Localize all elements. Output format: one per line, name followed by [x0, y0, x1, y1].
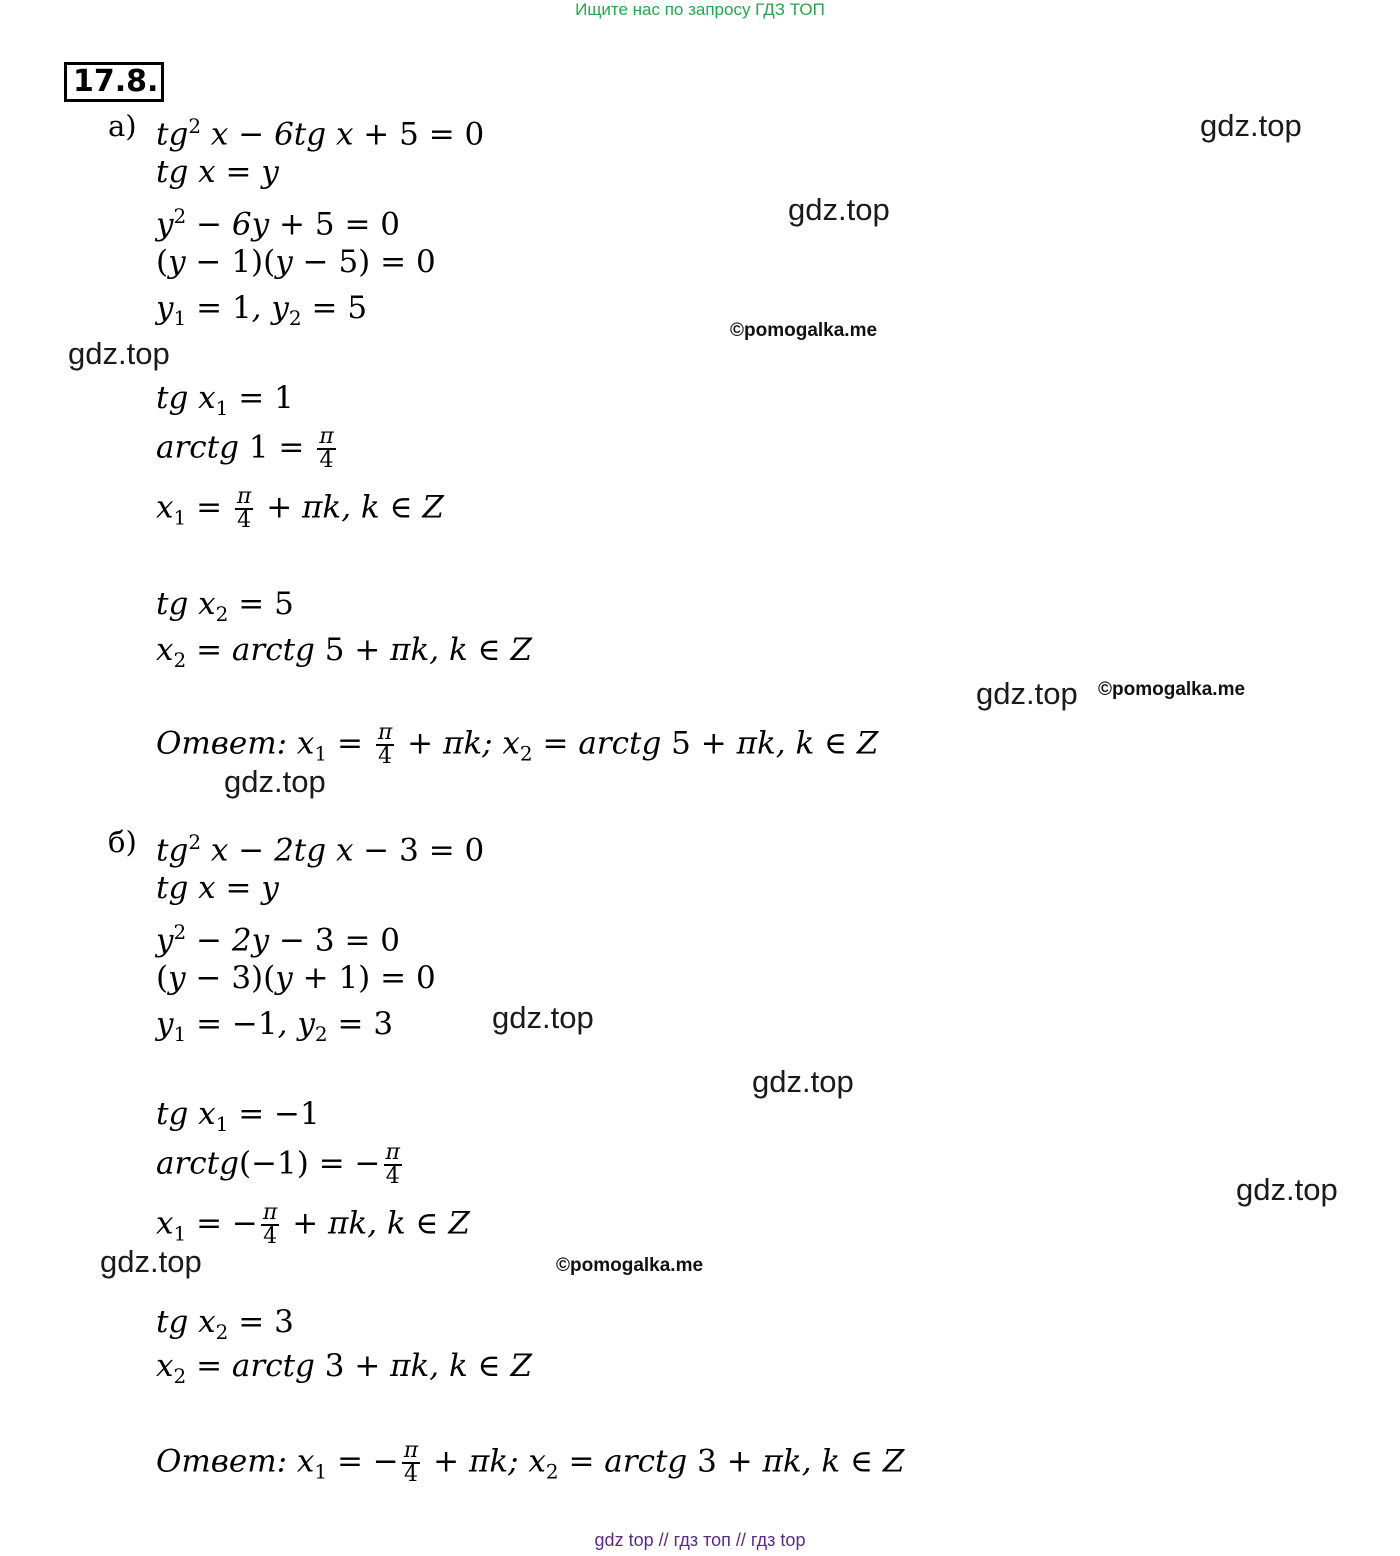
top-banner: Ищите нас по запросу ГДЗ ТОП — [575, 0, 825, 19]
equation-b-2: tg x = y — [156, 870, 279, 906]
equation-b-10: $x_2$ = arctg 3 + πk, k ∈ Z — [156, 1348, 532, 1389]
watermark: gdz.top — [976, 676, 1078, 711]
watermark: gdz.top — [752, 1064, 854, 1099]
copyright-mark: ©pomogalka.me — [730, 320, 878, 341]
problem-number: 17.8. — [64, 62, 164, 102]
equation-b-1: $tg^2$ x − 2tg x − 3 = 0 — [156, 830, 485, 869]
watermark: gdz.top — [1200, 108, 1302, 143]
equation-b-6: tg $x_1 = -1$ — [156, 1096, 320, 1137]
equation-a-4: (y − 1)(y − 5) = 0 — [156, 244, 436, 280]
equation-b-3: $y^2 - 2y - 3 = 0$ — [156, 920, 401, 959]
part-a-label: а) — [108, 109, 137, 143]
answer-b: Ответ: $x_1$ = − $\frac{\pi}{4}$ + πk; $x_2$ = arctg 3 + πk, k ∈ Z — [156, 1438, 905, 1487]
equation-b-9: tg $x_2 = 3$ — [156, 1304, 294, 1345]
equation-a-8: $x_1$ = $\frac{\pi}{4}$ + πk, k ∈ Z — [156, 484, 444, 533]
equation-a-1: $tg^2$ x − 6tg x + 5 = 0 — [156, 114, 485, 153]
equation-a-2: tg x = y — [156, 154, 279, 190]
copyright-mark: ©pomogalka.me — [556, 1255, 704, 1276]
equation-b-5: $y_1 = -1$, $y_2 = 3$ — [156, 1006, 394, 1047]
equation-b-4: (y − 3)(y + 1) = 0 — [156, 960, 436, 996]
watermark: gdz.top — [68, 336, 170, 371]
copyright-mark: ©pomogalka.me — [1098, 679, 1246, 700]
watermark: gdz.top — [492, 1000, 594, 1035]
part-b-label: б) — [108, 825, 137, 859]
equation-a-10: $x_2$ = arctg 5 + πk, k ∈ Z — [156, 632, 532, 673]
equation-b-8: $x_1$ = − $\frac{\pi}{4}$ + πk, k ∈ Z — [156, 1200, 470, 1249]
equation-a-7: arctg 1 = $\frac{\pi}{4}$ — [156, 424, 334, 473]
watermark: gdz.top — [100, 1244, 202, 1279]
watermark: gdz.top — [788, 192, 890, 227]
equation-a-5: $y_1 = 1$, $y_2 = 5$ — [156, 290, 368, 331]
equation-b-7: arctg(−1) = − $\frac{\pi}{4}$ — [156, 1140, 400, 1189]
answer-a-word: Ответ — [156, 725, 277, 762]
equation-a-9: tg $x_2 = 5$ — [156, 586, 294, 627]
watermark: gdz.top — [1236, 1172, 1338, 1207]
bottom-banner: gdz top // гдз топ // гдз top — [594, 1530, 806, 1550]
equation-a-3: $y^2 - 6y + 5 = 0$ — [156, 204, 401, 243]
watermark: gdz.top — [224, 764, 326, 799]
answer-b-word: Ответ — [156, 1443, 277, 1480]
answer-a: Ответ: $x_1$ = $\frac{\pi}{4}$ + πk; $x_2$ = arctg 5 + πk, k ∈ Z — [156, 720, 879, 769]
equation-a-6: tg $x_1 = 1$ — [156, 380, 294, 421]
